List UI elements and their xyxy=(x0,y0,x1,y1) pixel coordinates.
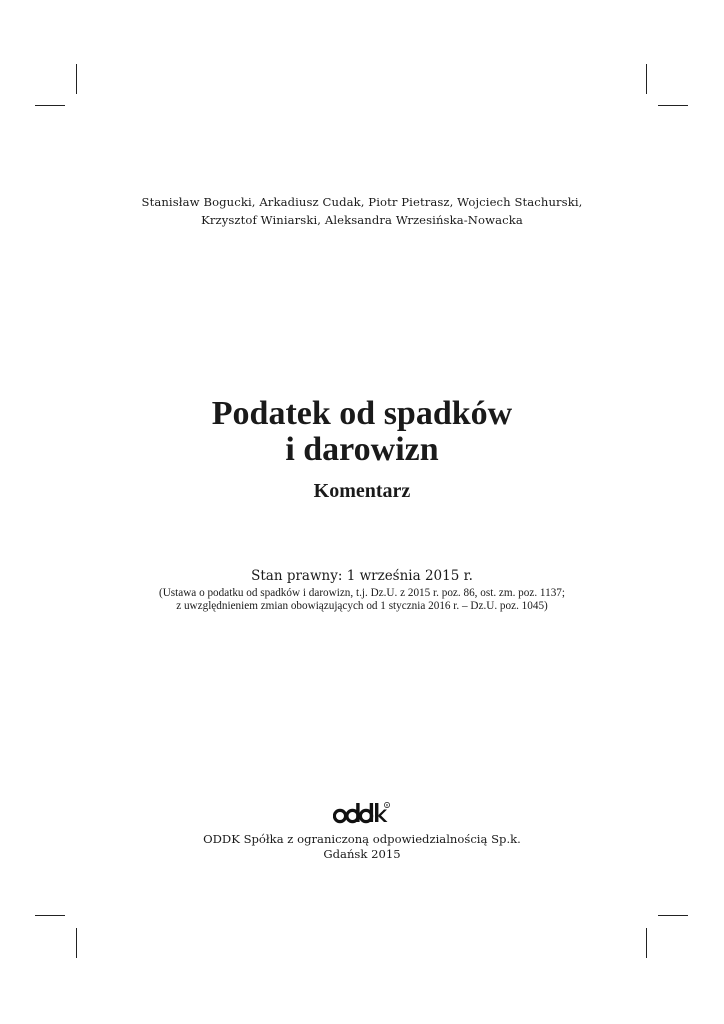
legal-note xyxy=(0,587,724,612)
legal-note-line-1: (Ustawa o podatku od spadków i darowizn, t.j. Dz.U. z 2015 r. poz. 86, ost. zm. poz. 1137; xyxy=(159,587,565,599)
crop-mark-bottom-left-vertical xyxy=(76,928,77,958)
authors xyxy=(0,193,724,229)
book-subtitle: Komentarz xyxy=(313,480,411,502)
book-title-line-1: Podatek od spadków xyxy=(211,395,513,432)
authors-line-2: Krzysztof Winiarski, Aleksandra Wrzesińska-Nowacka xyxy=(201,213,523,227)
oddk-logo-icon xyxy=(333,801,391,827)
crop-mark-bottom-right-vertical xyxy=(646,928,647,958)
crop-mark-top-left-horizontal xyxy=(35,105,65,106)
book-title-line-2: i darowizn xyxy=(285,431,439,468)
crop-mark-top-right-vertical xyxy=(646,64,647,94)
publisher-name: ODDK Spółka z ograniczoną odpowiedzialnością Sp.k. xyxy=(203,832,521,846)
legal-state: Stan prawny: 1 września 2015 r. xyxy=(251,568,473,584)
crop-mark-bottom-right-horizontal xyxy=(658,915,688,916)
book-title xyxy=(0,396,724,468)
crop-mark-top-left-vertical xyxy=(76,64,77,94)
crop-mark-bottom-left-horizontal xyxy=(35,915,65,916)
svg-text:R: R xyxy=(385,803,389,808)
authors-line-1: Stanisław Bogucki, Arkadiusz Cudak, Piotr Pietrasz, Wojciech Stachurski, xyxy=(141,195,583,209)
legal-note-line-2: z uwzględnieniem zmian obowiązujących od 1 stycznia 2016 r. – Dz.U. poz. 1045) xyxy=(176,599,548,612)
crop-mark-top-right-horizontal xyxy=(658,105,688,106)
publisher-info xyxy=(0,832,724,862)
publisher-place-year: Gdańsk 2015 xyxy=(323,847,401,861)
